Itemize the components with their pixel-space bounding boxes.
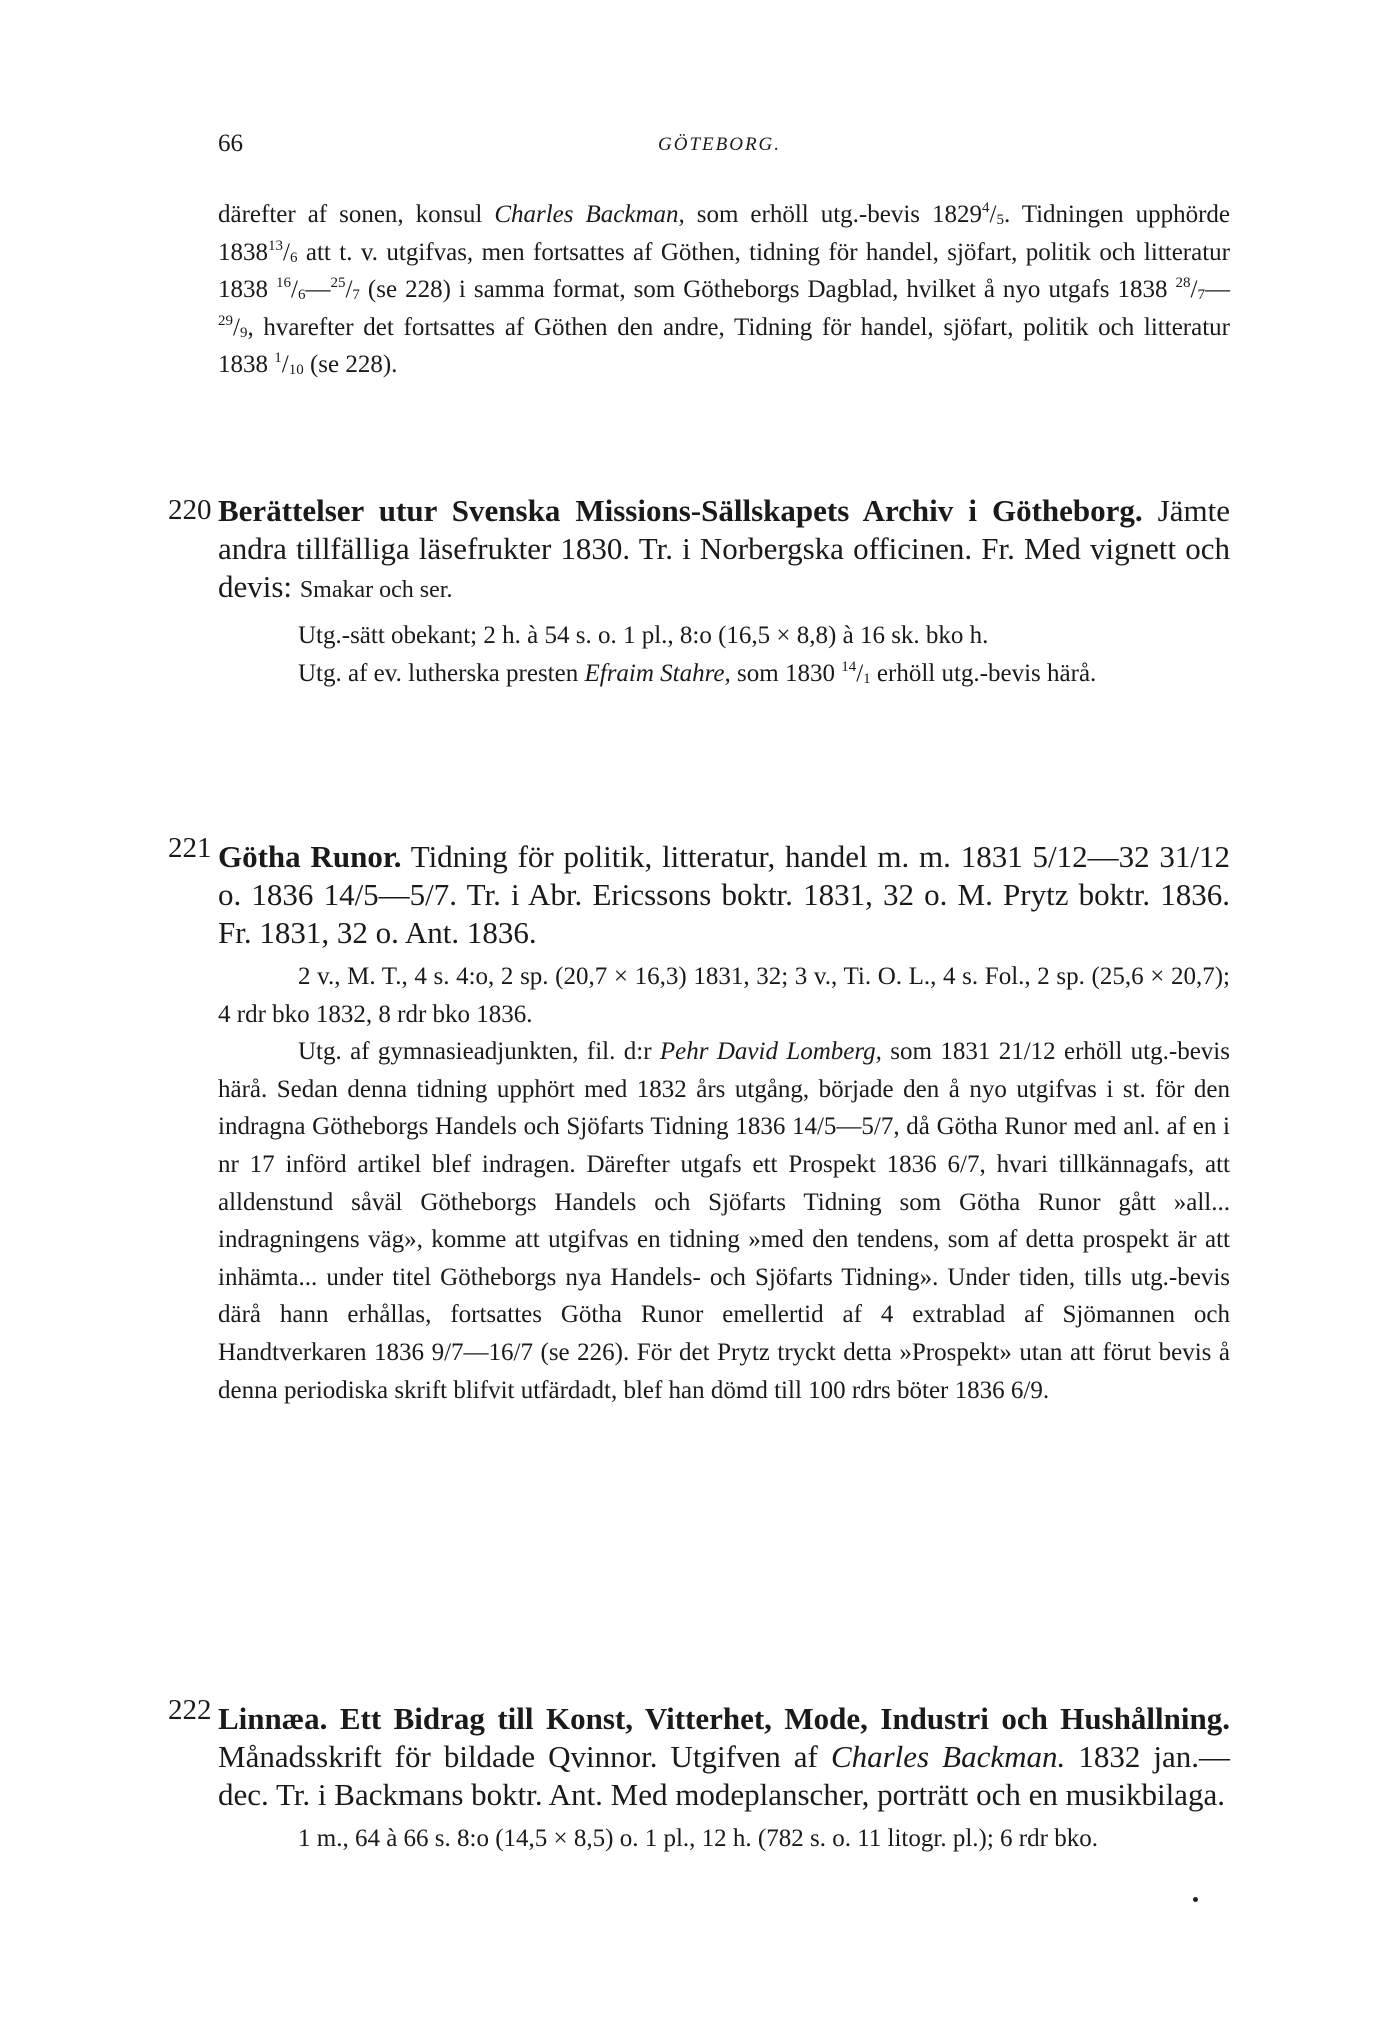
text-run: / [345, 276, 353, 304]
person-name: Pehr David Lomberg, [659, 1038, 882, 1066]
date-month: 7 [1197, 287, 1205, 304]
text-run: / [233, 313, 240, 341]
date-day: 1 [274, 350, 282, 367]
text-run: (se 228). [303, 351, 398, 379]
text-run: / [989, 201, 997, 228]
date-month: 5 [996, 212, 1004, 228]
text-run: / [281, 351, 289, 379]
entry-title-rest: Månadsskrift för bildade Qvinnor. Utgifven af [218, 1739, 831, 1774]
text-run: , hvarefter det fortsattes af Göthen den andre, Tidning för handel, sjöfart, politik och litteratur 1838 [218, 313, 1230, 379]
entry-title-rest: Tidning för politik, litteratur, handel m. m. 1831 5/12—32 31/12 o. 1836 14/5—5/7. Tr. i Abr. Ericssons boktr. 1831, 32 o. M. Prytz boktr. 1836. Fr. 1831, 32 o. Ant. 1836. [218, 839, 1230, 950]
entry-title-rest: Jämte andra tillfälliga läsefrukter 1830. Tr. i Norbergska officinen. Fr. Med vignett och devis: [218, 493, 1230, 604]
entry-publisher [218, 1033, 1230, 1409]
page-header [218, 130, 1218, 170]
date-day: 28 [1175, 275, 1191, 292]
entry-220 [218, 492, 1230, 692]
entry-221 [218, 838, 1230, 1409]
entry-222 [218, 1700, 1230, 1858]
entry-number: 222 [168, 1694, 212, 1726]
date-day: 13 [268, 237, 283, 254]
date-month: 10 [288, 362, 304, 379]
page-number: 66 [218, 130, 243, 157]
running-head: GÖTEBORG. [658, 134, 782, 155]
date-day: 4 [981, 200, 990, 216]
date-month: 6 [289, 249, 298, 266]
text-run: — [305, 276, 331, 304]
text-run: som 1830 [730, 659, 842, 687]
continuation-paragraph [218, 196, 1230, 384]
text-run: som 1831 21/12 erhöll utg.-bevis härå. Sedan denna tidning upphört med 1832 års utgång, började den å nyo utgifvas i st. för den indragna Götheborgs Handels och Sjöfarts Tidning 1836 14/5—5/7, då Götha Runor med anl. af en i nr 17 införd artikel blef indragen. Därefter utgafs ett Prospekt 1836 6/7, hvari tillkännagafs, att alldenstund såväl Götheborgs Handels och Sjöfarts Tidning som Götha Runor gått »all... indragningens väg», komme att utgifvas en tidning »med den tendens, som af detta prospekt är att inhämta... under titel Götheborgs nya Handels- och Sjöfarts Tidning». Under tiden, tills utg.-bevis därå hann erhållas, fortsattes Götha Runor emellertid af 4 extrablad af Sjömannen och Handtverkaren 1836 9/7—16/7 (se 226). För det Prytz tryckt detta »Prospekt» utan att förut bevis å denna periodiska skrift blifvit utfärdadt, blef han dömd till 100 rdrs böter 1836 6/9. [218, 1038, 1230, 1404]
text-run: erhöll utg.-bevis härå. [870, 659, 1097, 687]
entry-number: 221 [168, 832, 212, 864]
entry-title [218, 492, 1230, 609]
date-day: 25 [330, 275, 346, 292]
entry-format: 1 m., 64 à 66 s. 8:o (14,5 × 8,5) o. 1 pl., 12 h. (782 s. o. 11 litogr. pl.); 6 rdr bko. [298, 1825, 1098, 1852]
date-month: 6 [297, 287, 306, 304]
entry-format: 2 v., M. T., 4 s. 4:o, 2 sp. (20,7 × 16,3) 1831, 32; 3 v., Ti. O. L., 4 s. Fol., 2 sp. (25,6 × 20,7); 4 rdr bko 1832, 8 rdr bko 1836. [218, 963, 1230, 1028]
text-run: Utg. af ev. lutherska presten [298, 659, 585, 687]
date-day: 29 [218, 312, 233, 329]
entry-title-rest: 1832 jan.—dec. Tr. i Backmans boktr. Ant. Med modeplanscher, porträtt och en musikbilaga. [218, 1739, 1230, 1812]
entry-format: Utg.-sätt obekant; 2 h. à 54 s. o. 1 pl., 8:o (16,5 × 8,8) à 16 sk. bko h. [298, 622, 989, 649]
entry-title-bold: Götha Runor. [218, 839, 402, 874]
entry-title [218, 1700, 1230, 1814]
text-run: därefter af sonen, konsul [218, 201, 495, 228]
entry-title-bold: Berättelser utur Svenska Missions-Sällskapets Archiv i Götheborg. [218, 493, 1143, 528]
entry-number: 220 [168, 494, 212, 526]
text-run: som erhöll utg.-bevis 1829 [684, 201, 982, 228]
text-run: att t. v. utgifvas, men fortsattes af Göthen, tidning för handel, sjöfart, politik och litteratur 1838 [218, 238, 1230, 304]
date-month: 1 [863, 670, 871, 687]
text-run: / [283, 238, 290, 266]
entry-devis: Smakar och ser. [299, 577, 453, 603]
entry-title [218, 838, 1230, 952]
print-mark [1193, 1897, 1198, 1902]
text-run: / [856, 659, 864, 687]
text-run: / [1190, 276, 1198, 304]
date-day: 14 [841, 658, 857, 675]
text-run: / [291, 276, 298, 304]
text-run: — [1205, 276, 1230, 304]
text-run: Utg. af gymnasieadjunkten, fil. d:r [298, 1038, 660, 1066]
person-name: Efraim Stahre, [584, 659, 731, 687]
entry-title-bold: Linnæa. Ett Bidrag till Konst, Vitterhet, Mode, Industri och Hushållning. [218, 1701, 1230, 1736]
text-run: . Tidningen upphörde 1838 [218, 201, 1231, 266]
date-day: 16 [276, 275, 292, 292]
text-run: (se 228) i samma format, som Götheborgs Dagblad, hvilket å nyo utgafs 1838 [359, 276, 1176, 304]
date-month: 7 [352, 287, 360, 304]
person-name: Charles Backman. [830, 1739, 1066, 1774]
date-month: 9 [239, 324, 248, 341]
person-name: Charles Backman, [494, 201, 685, 228]
entry-publisher [218, 655, 1230, 693]
continuation-block [218, 196, 1230, 384]
